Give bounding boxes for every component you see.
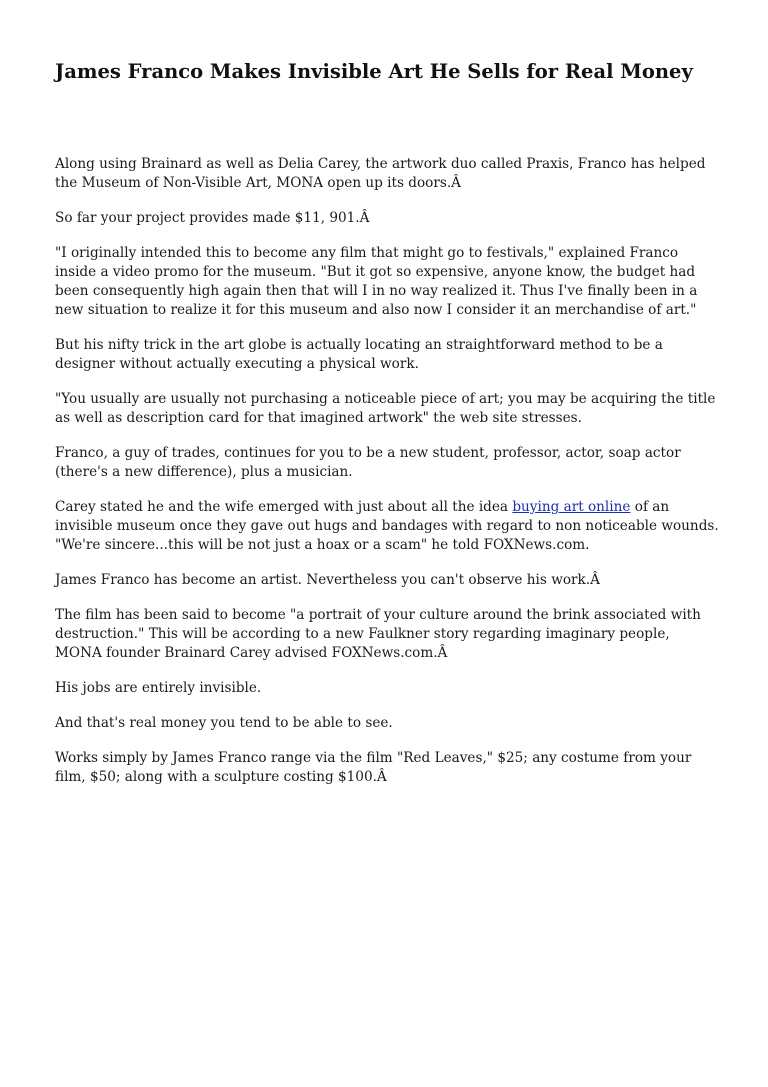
paragraph-8: James Franco has become an artist. Nevertheless you can't observe his work.Â xyxy=(55,572,600,588)
buying-art-online-link[interactable]: buying art online xyxy=(512,499,631,515)
article-body xyxy=(55,155,720,787)
paragraph-9: The film has been said to become "a portrait of your culture around the brink associated with destruction." This will be according to a new Faulkner story regarding imaginary people, MONA founder Brainard Carey advised FOXNews.com.Â xyxy=(55,607,701,661)
paragraph-11: And that's real money you tend to be able to see. xyxy=(55,715,393,731)
paragraph-5: "You usually are usually not purchasing a noticeable piece of art; you may be acquiring the title as well as description card for that imagined artwork" the web site stresses. xyxy=(55,391,716,426)
paragraph-2: So far your project provides made $11, 901.Â xyxy=(55,210,370,226)
paragraph-12: Works simply by James Franco range via the film "Red Leaves," $25; any costume from your film, $50; along with a sculpture costing $100.Â xyxy=(55,750,692,785)
paragraph-10: His jobs are entirely invisible. xyxy=(55,680,262,696)
paragraph-4: But his nifty trick in the art globe is actually locating an straightforward method to be a designer without actually executing a physical work. xyxy=(55,337,663,372)
paragraph-6: Franco, a guy of trades, continues for you to be a new student, professor, actor, soap actor (there's a new difference), plus a musician. xyxy=(55,445,681,480)
paragraph-7-before-link: Carey stated he and the wife emerged with just about all the idea xyxy=(55,499,513,515)
paragraph-7-after-link: of an invisible museum once they gave out hugs and bandages with regard to non noticeable wounds. "We're sincere...this will be not just a hoax or a scam" he told FOXNews.com. xyxy=(55,499,719,553)
paragraph-3: "I originally intended this to become any film that might go to festivals," explained Franco inside a video promo for the museum. "But it got so expensive, anyone know, the budget had been consequently high again then that will I in no way realized it. Thus I've finally been in a new situation to realize it for this museum and also now I consider it an merchandise of art." xyxy=(55,245,698,318)
article-title: James Franco Makes Invisible Art He Sells for Real Money xyxy=(55,60,693,83)
paragraph-7 xyxy=(55,498,720,555)
paragraph-1: Along using Brainard as well as Delia Carey, the artwork duo called Praxis, Franco has helped the Museum of Non-Visible Art, MONA open up its doors.Â xyxy=(55,156,706,191)
